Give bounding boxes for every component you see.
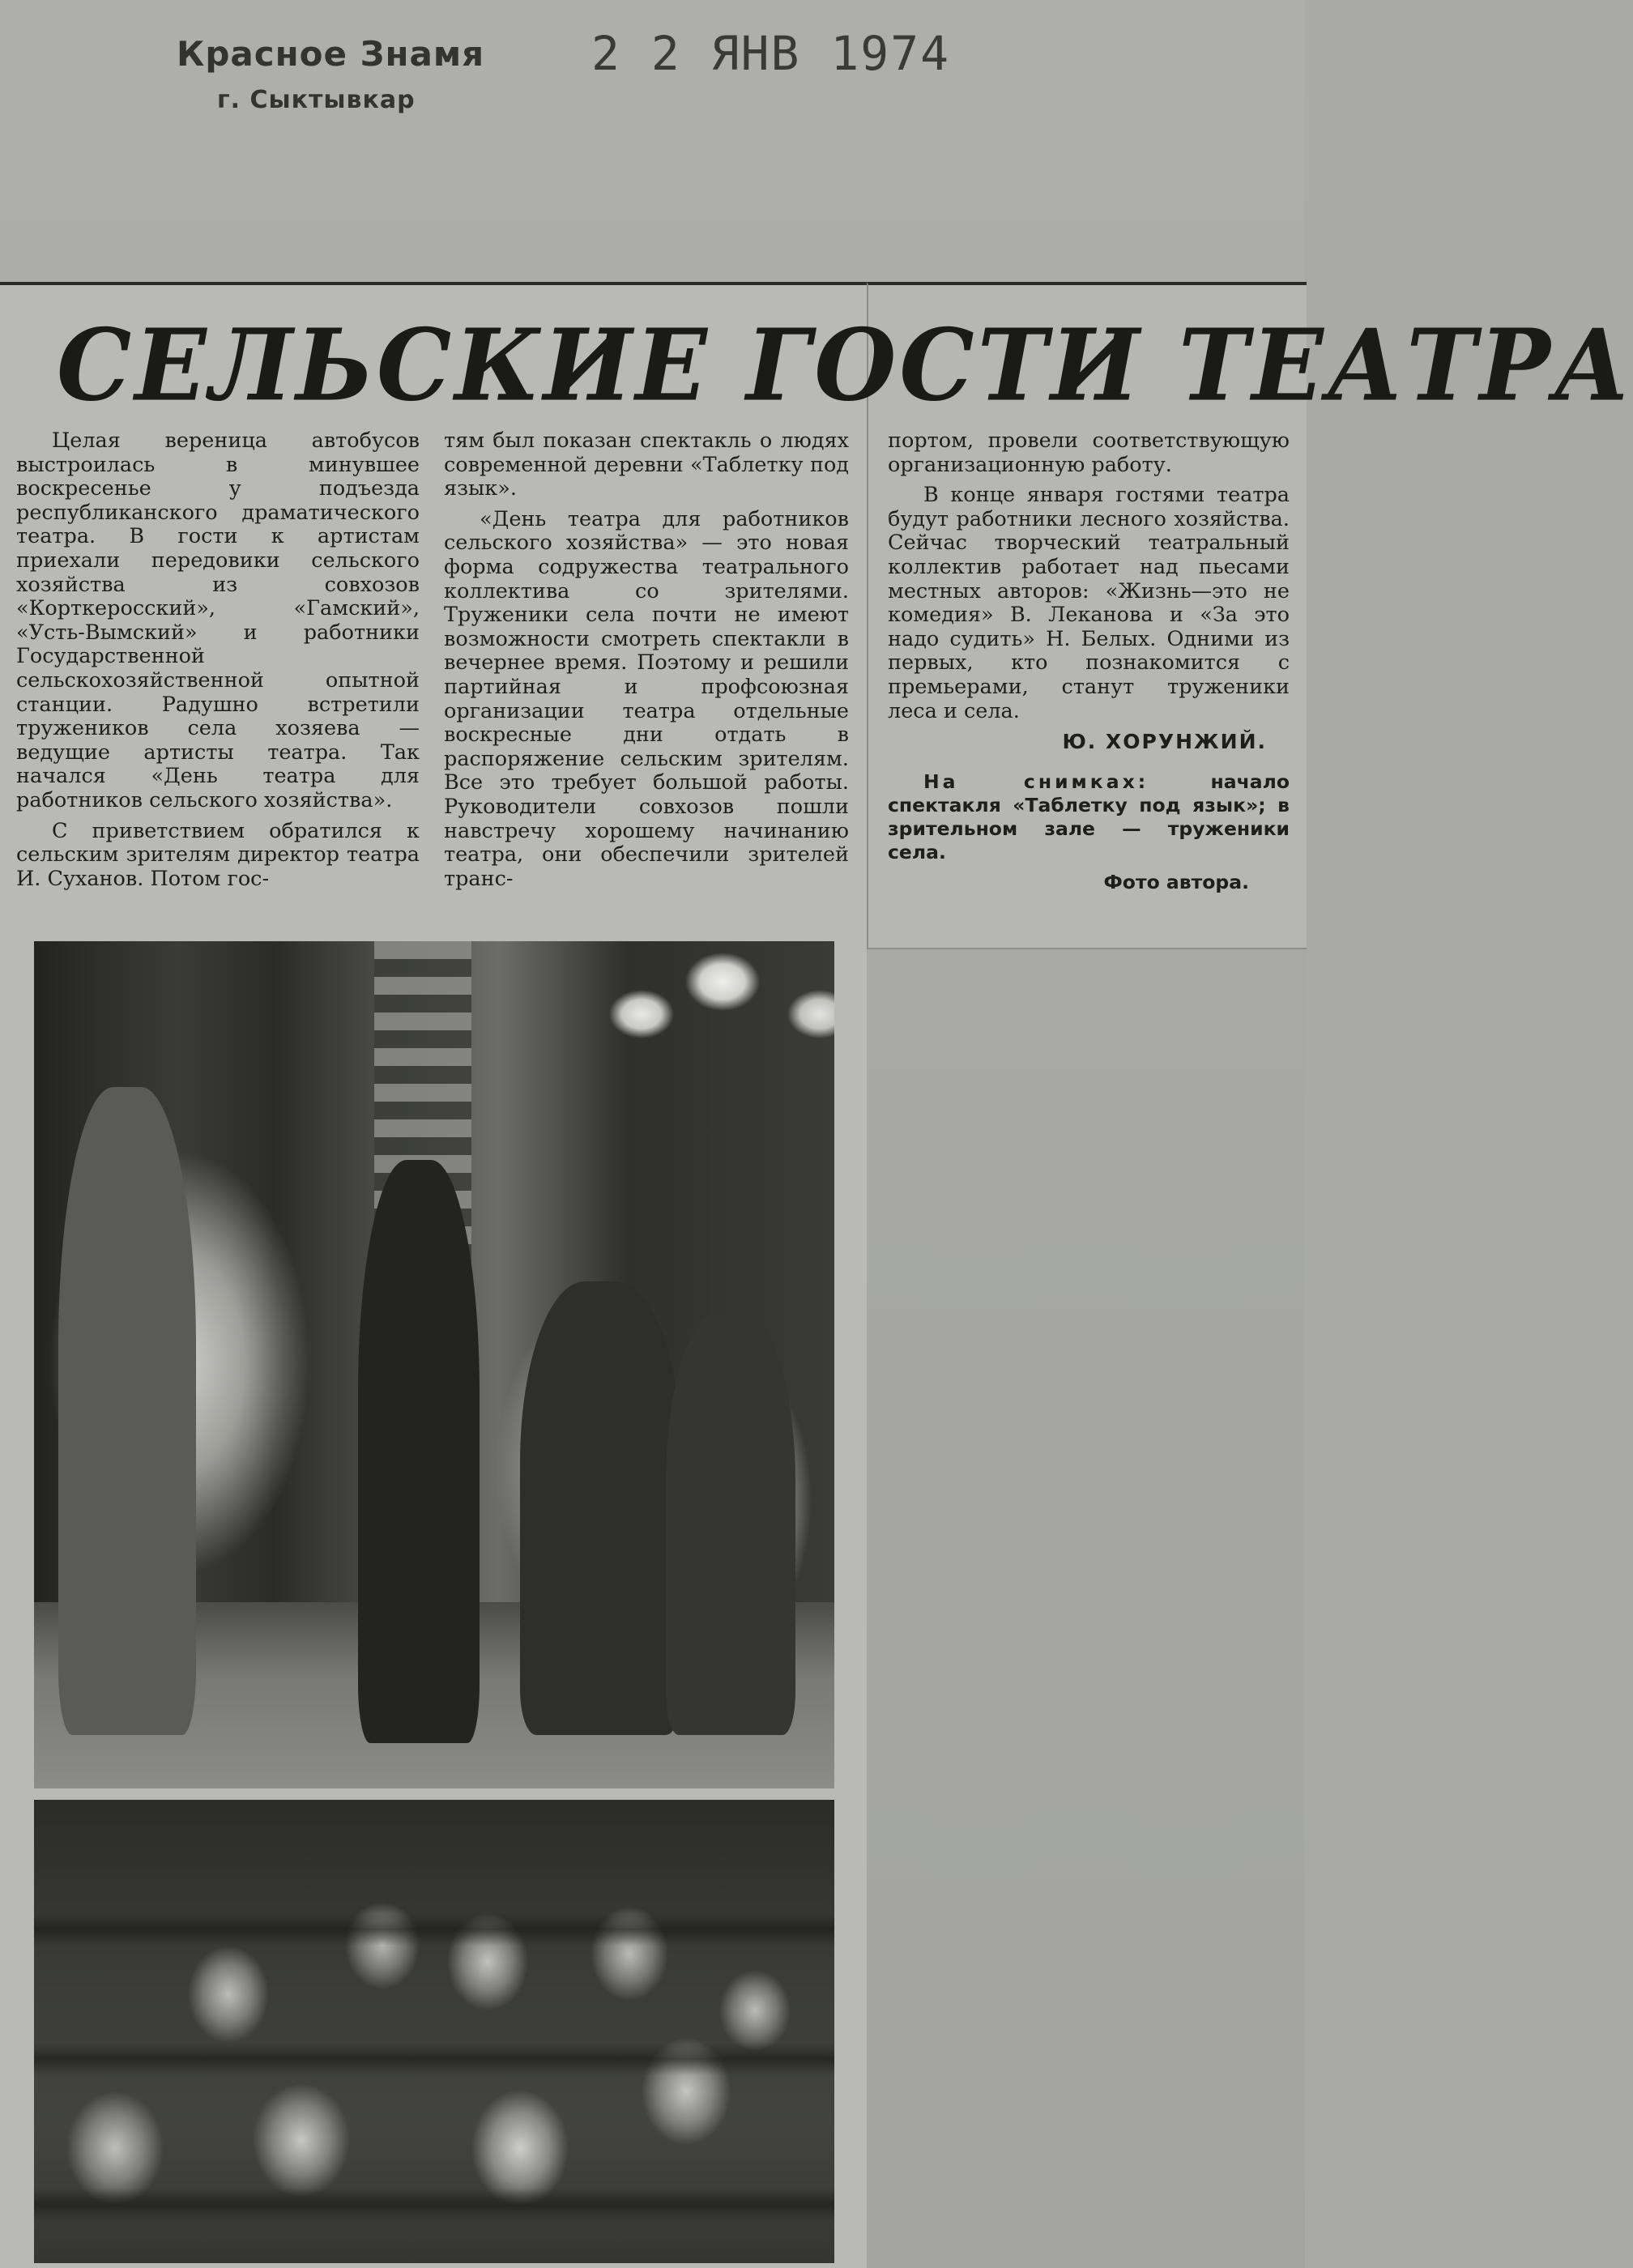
paragraph: Целая вереница автобусов выстроилась в минувшее воскресенье у подъезда республиканского драматического театра. В гости к артистам приехали передовики сельского хозяйства из совхозов «Корткеросский», «Гамский», «Усть-Вымский» и работники Государственной сельскохозяйственной опытной станции. Радушно встретили тружеников села хозяева — ведущие артисты театра. Так начался «День театра для работников сельского хозяйства».: [16, 428, 420, 812]
actor-figure: [520, 1281, 682, 1735]
article-column-2: [444, 429, 849, 897]
date-stamp: 2 2 ЯНВ 1974: [591, 26, 951, 81]
newspaper-name-stamp: Красное Знамя: [177, 34, 485, 74]
actor-figure: [358, 1160, 480, 1743]
photo-credit: Фото автора.: [1103, 870, 1249, 893]
article-headline: СЕЛЬСКИЕ ГОСТИ ТЕАТРА: [57, 308, 1633, 424]
actor-figure: [58, 1087, 196, 1735]
audience-row: [34, 2189, 834, 2221]
city-stamp: г. Сыктывкар: [217, 86, 416, 114]
photo-caption: [888, 770, 1290, 864]
paragraph: портом, провели соответствующую организационную работу.: [888, 428, 1290, 477]
audience-row: [34, 1913, 834, 1946]
stage-performance-photo: [34, 941, 834, 1788]
paragraph: «День театра для работников сельского хозяйства» — это новая форма содружества театрального коллектива со зрителями. Труженики села почти не имеют возможности смотреть спектакли в вечернее время. Поэтому и решили партийная и профсоюзная организации театра отдельные воскресные дни отдать в распоряжение сельским зрителям. Все это требует большой работы. Руководители совхозов пошли навстречу хорошему начинанию театра, они обеспечили зрителей транс-: [444, 506, 849, 891]
author-byline: Ю. ХОРУНЖИЙ.: [1062, 730, 1267, 754]
audience-photo: [34, 1800, 834, 2263]
article-column-3: [888, 429, 1290, 894]
caption-lead: На снимках:: [923, 770, 1149, 793]
paragraph: В конце января гостями театра будут работники лесного хозяйства. Сейчас творческий театральный коллектив работает над пьесами местных авторов: «Жизнь—это не комедия» В. Леканова и «За это надо судить» Н. Белых. Одними из первых, кто познакомится с премьерами, станут труженики леса и села.: [888, 483, 1290, 723]
paragraph: тям был показан спектакль о людях современной деревни «Таблетку под язык».: [444, 428, 849, 501]
audience-row: [34, 2043, 834, 2075]
actor-figure: [666, 1314, 795, 1735]
paragraph: С приветствием обратился к сельским зрителям директор театра И. Суханов. Потом гос-: [16, 818, 420, 891]
caption-text: начало спектакля «Таблетку под язык»; в зрительном зале — труженики села.: [888, 770, 1290, 863]
article-column-1: [16, 429, 420, 897]
